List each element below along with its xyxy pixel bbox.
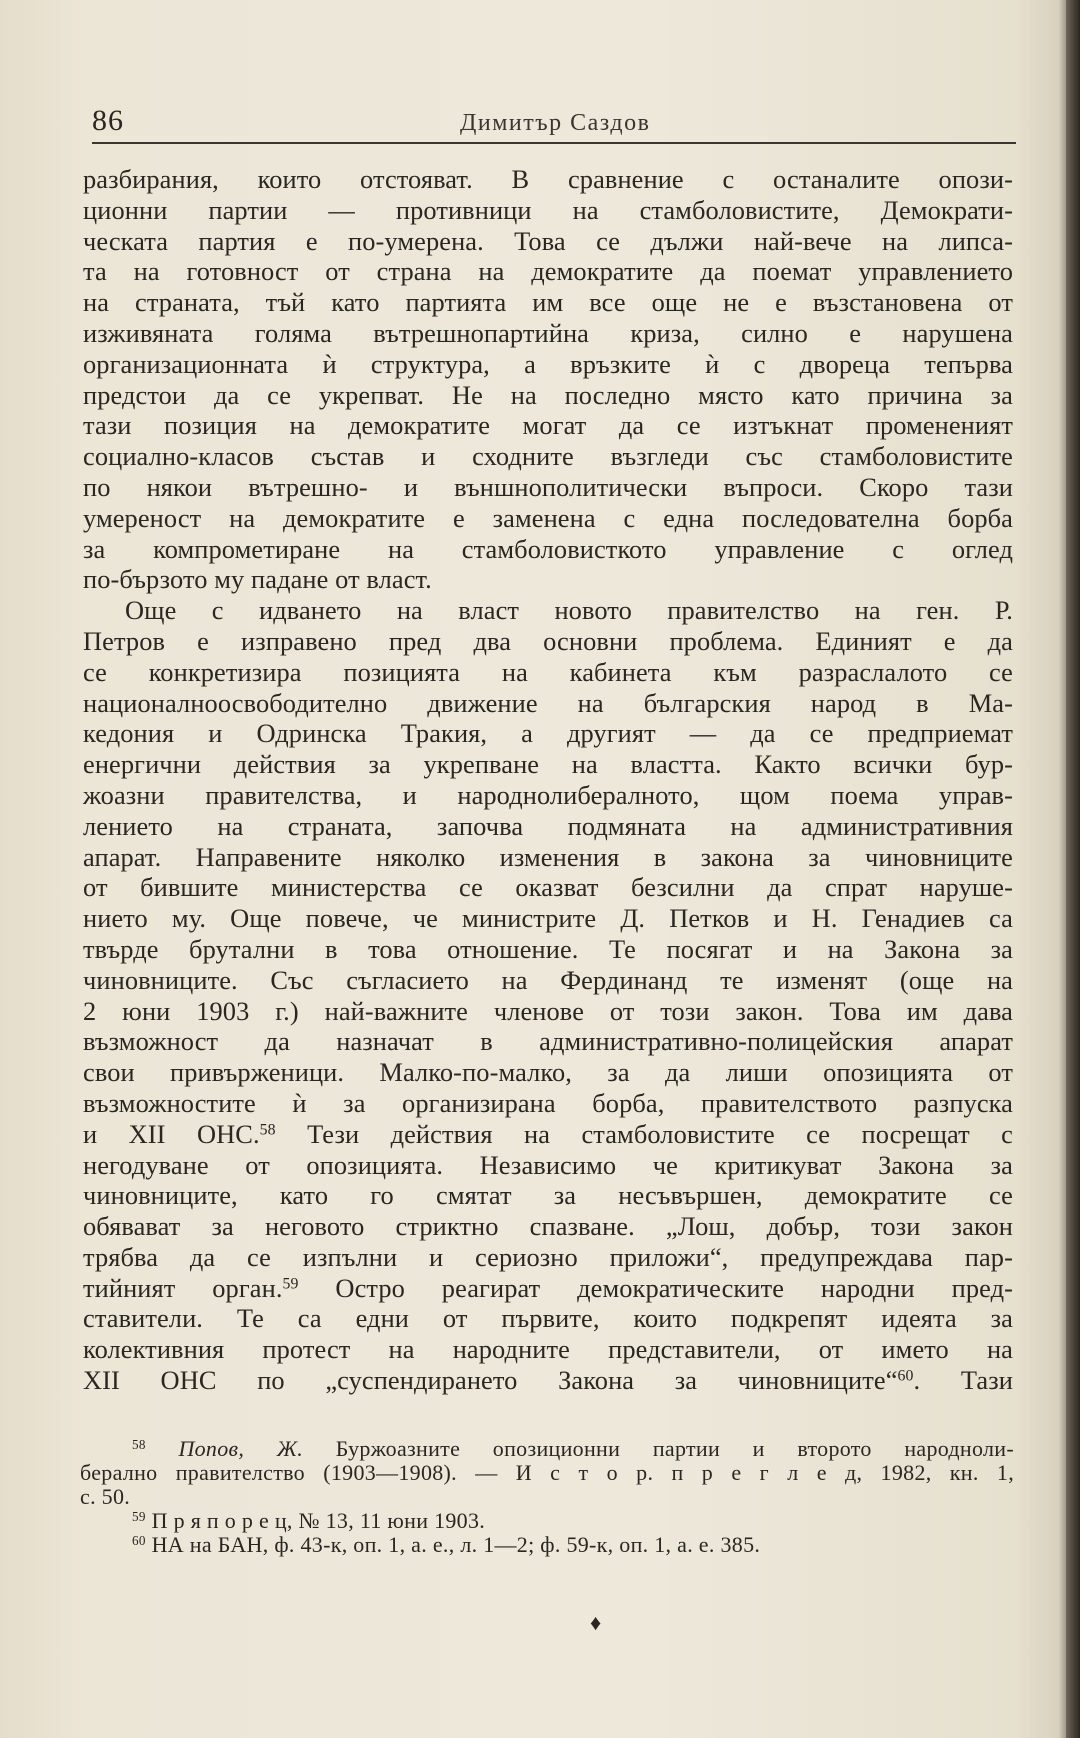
text-line: предстои да се укрепват. Не на последно място като причина за (83, 379, 1013, 410)
text-line: от бившите министерства се оказват безсилни да спрат наруше- (83, 872, 1013, 903)
line-tail: Остро реагират демократическите народни пред- (298, 1272, 1013, 1303)
text-line: лението на страната, започва подмяната на административния (83, 810, 1013, 841)
ornament-mark: ♦ (590, 1610, 602, 1635)
text-line: ставители. Те са едни от първите, които подкрепят идеята за (83, 1303, 1013, 1334)
line-text: тийният орган. (83, 1272, 283, 1303)
footnote-text: П р я п о р е ц, № 13, 11 юни 1903. (151, 1508, 486, 1533)
text-line: изживяната голяма вътрешнопартийна криза, силно е нарушена (83, 317, 1013, 348)
paragraph-start: Още с идването на власт новото правителство на ген. Р. (125, 595, 1013, 626)
text-line: националноосвободително движение на българския народ в Ма- (83, 687, 1013, 718)
footnotes (80, 1437, 1014, 1557)
text-line: Петров е изправено пред два основни проблема. Единият е да (83, 625, 1013, 656)
text-line: по някои вътрешно- и външнополитически въпроси. Скоро тази (83, 471, 1013, 502)
text-line: разбирания, които отстояват. В сравнение с останалите опози- (83, 164, 1013, 194)
text-line: на страната, тъй като партията им все още не е възстановена от (83, 287, 1013, 318)
text-line: възможност да назначат в административно-полицейския апарат (83, 1026, 1013, 1057)
footnote-58-continuation: берално правителство (1903—1908). — И с т о р. п р е г л е д, 1982, кн. 1, (80, 1460, 1014, 1485)
text-line: тази позиция на демократите могат да се изтъкнат промененият (83, 410, 1013, 441)
text-line: чиновниците. Със съгласието на Фердинанд те изменят (още на (83, 964, 1013, 995)
body-text (83, 164, 1013, 1396)
text-line: негодуване от опозицията. Независимо че критикуват Закона за (83, 1149, 1013, 1180)
text-line-with-ref (83, 1365, 1013, 1396)
line-text: XII ОНС по „суспендирането Закона за чиновниците“ (83, 1365, 898, 1396)
header-rule (92, 142, 1016, 144)
text-line: възможностите ѝ за организирана борба, правителството разпуска (83, 1087, 1013, 1118)
footnote-ref-60: 60 (897, 1367, 914, 1385)
running-head (92, 98, 1016, 142)
text-line: чиновниците, като го смятат за несъвършен, демократите се (83, 1180, 1013, 1211)
text-line: твърде брутални в това отношение. Те посягат и на Закона за (83, 933, 1013, 964)
text-line: апарат. Направените няколко изменения в закона за чиновниците (83, 841, 1013, 872)
text-line: за компрометиране на стамболовисткото управление с оглед (83, 533, 1013, 564)
text-line: та на готовност от страна на демократите да поемат управлението (83, 256, 1013, 287)
footnote-58 (80, 1437, 1014, 1461)
text-line: умереност на демократите е заменена с една последователна борба (83, 502, 1013, 533)
text-line: ционни партии — противници на стамболовистите, Демократи- (83, 194, 1013, 225)
text-line-with-ref (83, 1273, 1013, 1304)
footnote-text: Буржоазните опозиционни партии и второто народноли- (303, 1436, 1014, 1461)
footnote-author: Попов, Ж. (178, 1436, 304, 1461)
text-line: енергични действия за укрепване на властта. Както всички бур- (83, 749, 1013, 780)
running-title: Димитър Саздов (460, 110, 651, 136)
text-line: организационната ѝ структура, а връзките ѝ с двореца тепърва (83, 348, 1013, 379)
text-line: по-бързото му падане от власт. (83, 564, 432, 595)
text-line: нието му. Още повече, че министрите Д. Петков и Н. Генадиев са (83, 903, 1013, 934)
text-line: обявават за неговото стриктно спазване. „Лош, добър, този закон (83, 1211, 1013, 1242)
page-number: 86 (92, 104, 124, 137)
text-line: свои привърженици. Малко-по-малко, за да лиши опозицията от (83, 1057, 1013, 1088)
footnote-number: 58 (132, 1436, 146, 1452)
text-line: колективния протест на народните представители, от името на (83, 1334, 1013, 1365)
footnote-58-continuation: с. 50. (80, 1484, 131, 1509)
text-line: се конкретизира позицията на кабинета към разраслалото се (83, 656, 1013, 687)
text-line: кедония и Одринска Тракия, а другият — да се предприемат (83, 718, 1013, 749)
footnote-59 (80, 1509, 1014, 1533)
line-tail: Тези действия на стамболовистите се посрещат с (275, 1118, 1013, 1149)
footnote-ref-59: 59 (282, 1274, 299, 1292)
line-tail: . Тази (913, 1365, 1013, 1396)
footnote-60 (80, 1533, 1014, 1557)
footnote-number: 59 (132, 1508, 146, 1524)
line-text: и XII ОНС. (83, 1118, 260, 1149)
footnote-number: 60 (132, 1532, 146, 1548)
text-line-with-ref (83, 1119, 1013, 1150)
page-edge-shadow (1066, 0, 1080, 1738)
text-line: социално-класов състав и сходните възгледи със стамболовистите (83, 441, 1013, 472)
text-line: жоазни правителства, и народнолибералното, щом поема управ- (83, 779, 1013, 810)
text-line: ческата партия е по-умерена. Това се дължи най-вече на липса- (83, 225, 1013, 256)
text-line: 2 юни 1903 г.) най-важните членове от този закон. Това им дава (83, 995, 1013, 1026)
footnote-ref-58: 58 (259, 1121, 276, 1138)
text-line: трябва да се изпълни и сериозно приложи“, предупреждава пар- (83, 1241, 1013, 1272)
footnote-text: НА на БАН, ф. 43-к, оп. 1, а. е., л. 1—2; ф. 59-к, оп. 1, а. е. 385. (151, 1532, 761, 1557)
